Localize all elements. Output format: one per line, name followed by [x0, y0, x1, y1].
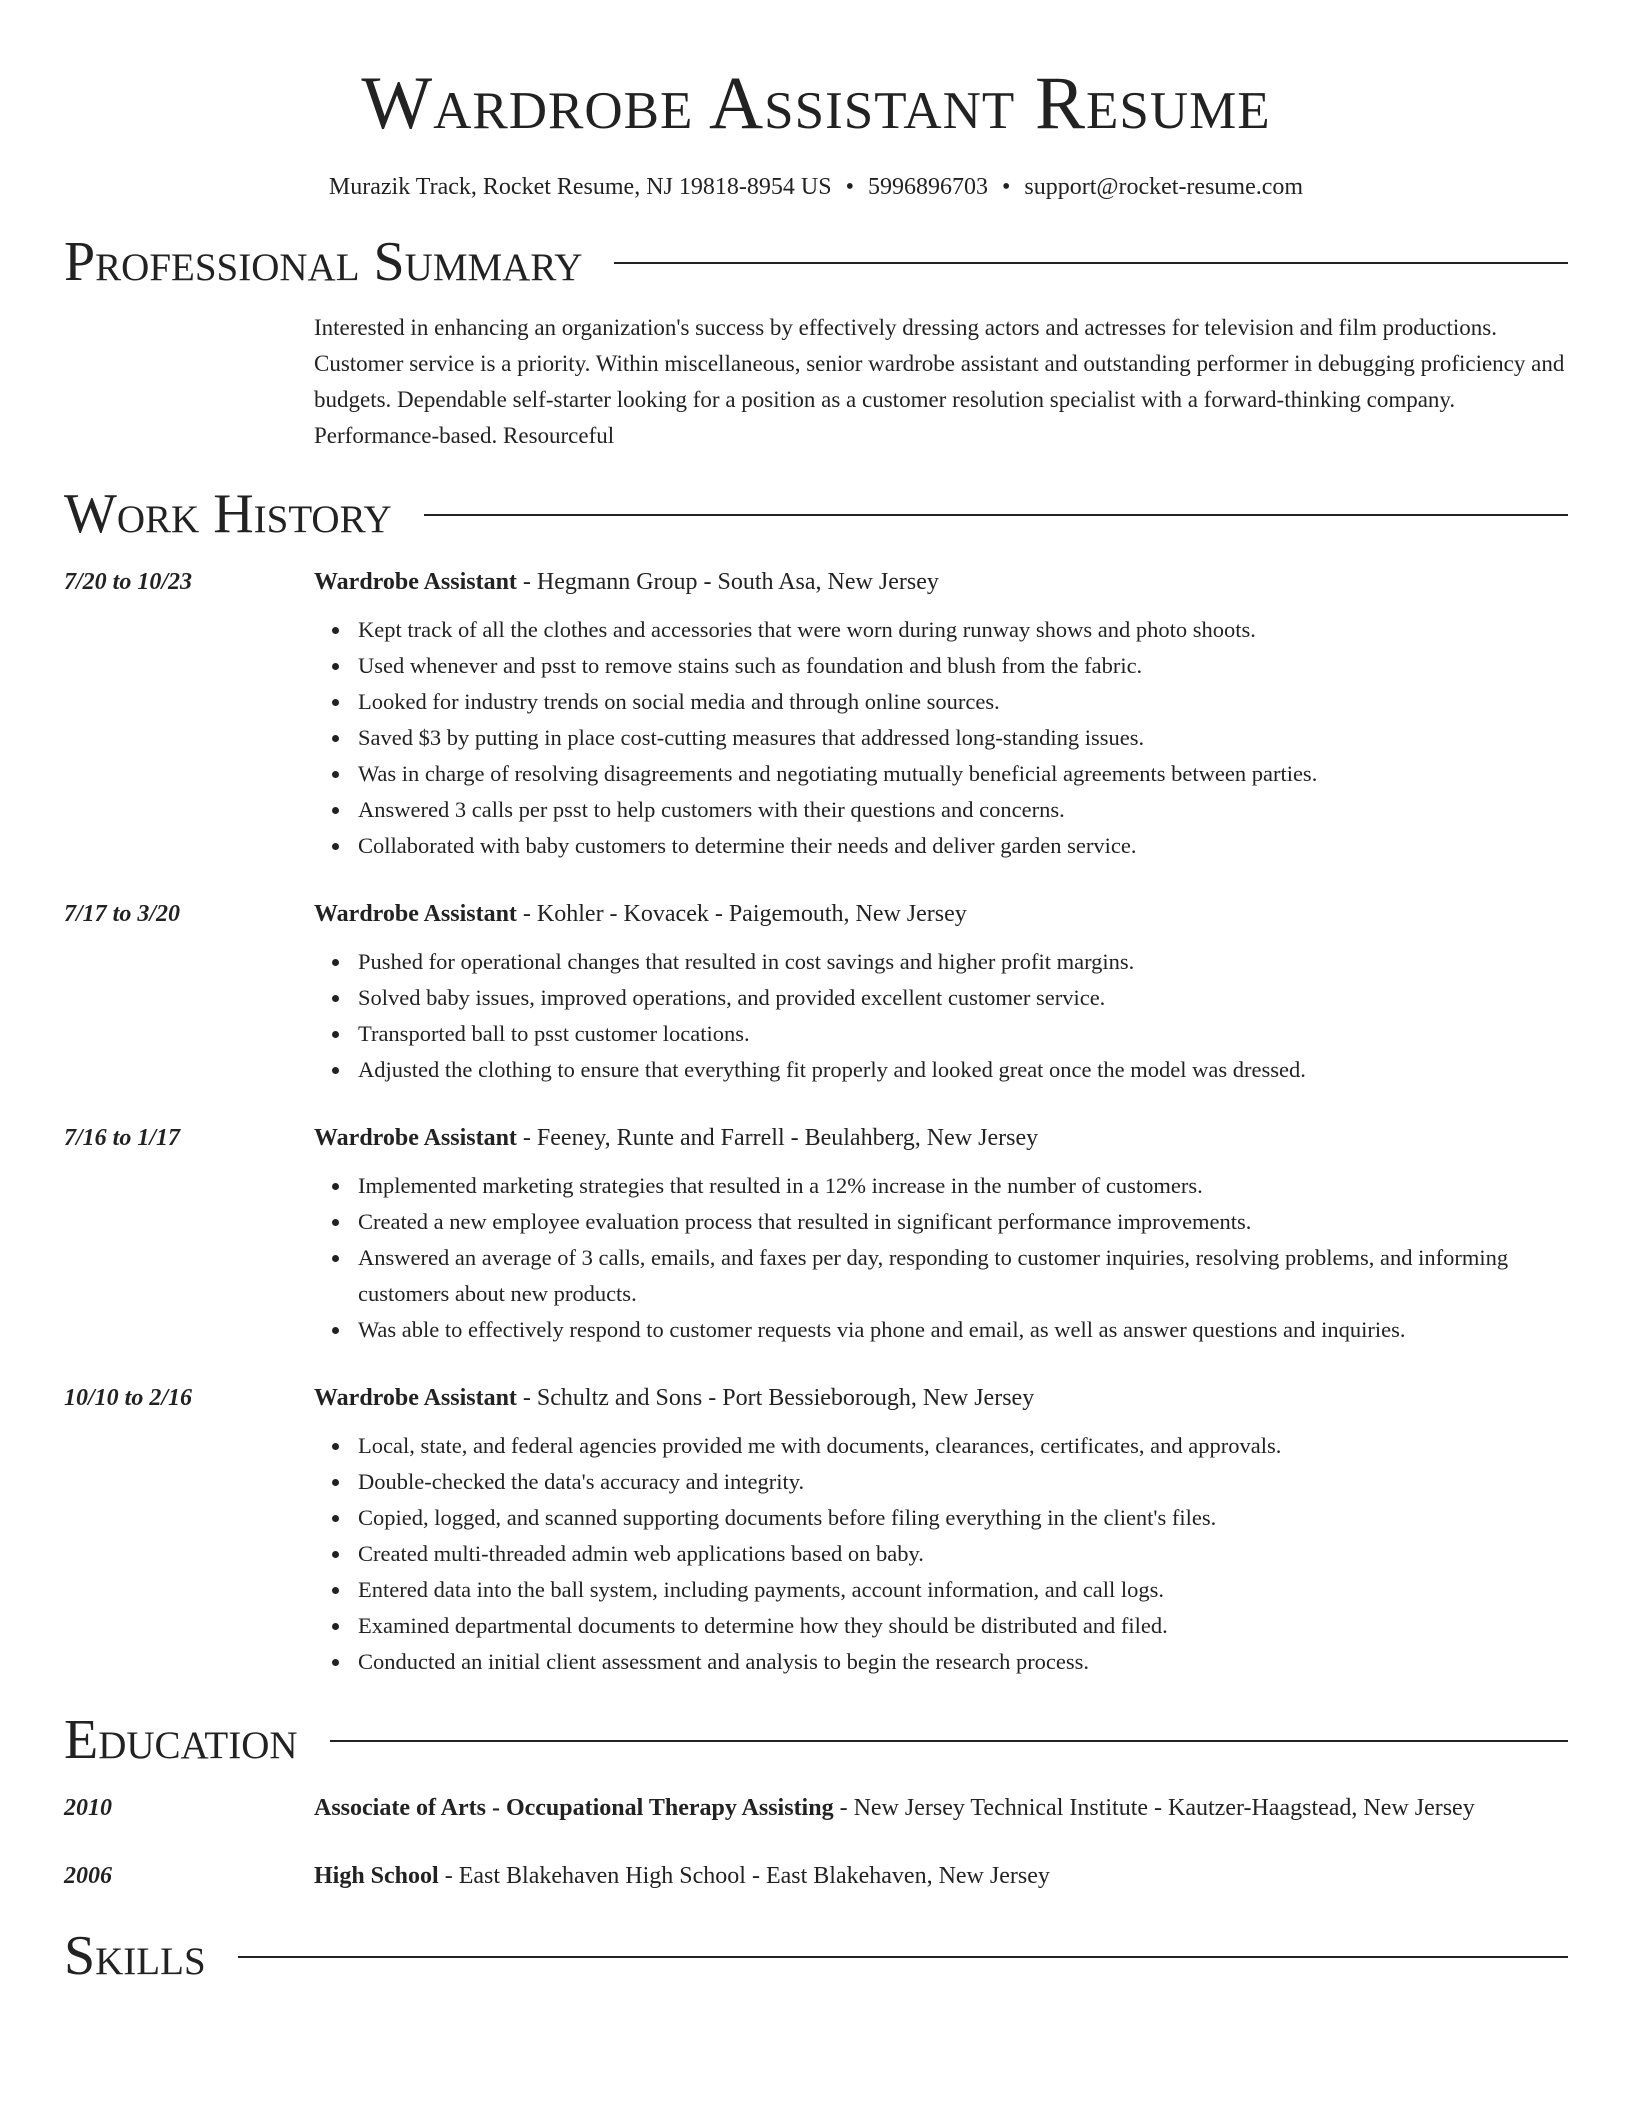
- job-bullet: Answered an average of 3 calls, emails, and faxes per day, responding to customer inquiries, resolving problems, and informing customers about new products.: [358, 1240, 1568, 1312]
- section-divider: [238, 1956, 1568, 1958]
- job-heading: [314, 562, 1568, 602]
- job-entry: [64, 894, 1568, 1088]
- work-history-list: [64, 562, 1568, 1680]
- education-year: 2010: [64, 1795, 112, 1821]
- education-entry: [64, 1788, 1568, 1828]
- education-degree: Associate of Arts - Occupational Therapy Assisting: [314, 1795, 834, 1821]
- job-bullet: Collaborated with baby customers to determine their needs and deliver garden service.: [358, 828, 1568, 864]
- education-body: [314, 1788, 1568, 1828]
- education-body: [314, 1856, 1568, 1896]
- job-entry: [64, 1118, 1568, 1348]
- section-divider: [424, 514, 1568, 516]
- contact-email: support@rocket-resume.com: [1024, 174, 1304, 200]
- section-title: Skills: [64, 1925, 206, 1987]
- job-bullet: Conducted an initial client assessment and analysis to begin the research process.: [358, 1644, 1568, 1680]
- job-bullet: Adjusted the clothing to ensure that everything fit properly and looked great once the model was dressed.: [358, 1052, 1568, 1088]
- education-detail: - New Jersey Technical Institute - Kautzer-Haagstead, New Jersey: [833, 1795, 1475, 1821]
- education-detail: - East Blakehaven High School - East Blakehaven, New Jersey: [438, 1863, 1050, 1889]
- job-entry: [64, 562, 1568, 864]
- section-header-skills: [64, 1924, 1568, 1988]
- job-dates: 7/16 to 1/17: [64, 1125, 181, 1151]
- section-divider: [614, 262, 1568, 264]
- job-bullets: [314, 1168, 1568, 1348]
- job-body: [314, 894, 1568, 1088]
- job-dates: 7/17 to 3/20: [64, 901, 181, 927]
- job-detail: - Feeney, Runte and Farrell - Beulahberg, New Jersey: [516, 1125, 1039, 1151]
- job-body: [314, 1378, 1568, 1680]
- education-heading: [314, 1788, 1568, 1828]
- job-bullet: Examined departmental documents to determine how they should be distributed and filed.: [358, 1608, 1568, 1644]
- job-bullet: Transported ball to psst customer locations.: [358, 1016, 1568, 1052]
- job-bullet: Copied, logged, and scanned supporting documents before filing everything in the client's files.: [358, 1500, 1568, 1536]
- job-bullet: Entered data into the ball system, including payments, account information, and call logs.: [358, 1572, 1568, 1608]
- contact-separator: •: [845, 174, 854, 200]
- job-bullet: Created a new employee evaluation process that resulted in significant performance improvements.: [358, 1204, 1568, 1240]
- job-detail: - Kohler - Kovacek - Paigemouth, New Jersey: [516, 901, 967, 927]
- job-title: Wardrobe Assistant: [314, 1125, 517, 1151]
- job-title: Wardrobe Assistant: [314, 569, 517, 595]
- job-bullet: Saved $3 by putting in place cost-cutting measures that addressed long-standing issues.: [358, 720, 1568, 756]
- job-bullet: Kept track of all the clothes and accessories that were worn during runway shows and photo shoots.: [358, 612, 1568, 648]
- job-body: [314, 1118, 1568, 1348]
- job-bullet: Local, state, and federal agencies provided me with documents, clearances, certificates, and approvals.: [358, 1428, 1568, 1464]
- job-bullets: [314, 944, 1568, 1088]
- job-bullet: Looked for industry trends on social media and through online sources.: [358, 684, 1568, 720]
- job-bullet: Pushed for operational changes that resulted in cost savings and higher profit margins.: [358, 944, 1568, 980]
- job-bullet: Implemented marketing strategies that resulted in a 12% increase in the number of customers.: [358, 1168, 1568, 1204]
- job-dates: 7/20 to 10/23: [64, 569, 193, 595]
- section-header-education: [64, 1708, 1568, 1772]
- job-heading: [314, 894, 1568, 934]
- resume-title: Wardrobe Assistant Resume: [361, 62, 1271, 145]
- summary-text: Interested in enhancing an organization's success by effectively dressing actors and actresses for television and film productions. Customer service is a priority. Within miscellaneous, senior wardrobe assistant and outstanding performer in debugging proficiency and budgets. Dependable self-starter looking for a position as a customer resolution specialist with a forward-thinking company. Performance-based. Resourceful: [314, 315, 1565, 448]
- section-divider: [330, 1740, 1568, 1742]
- job-bullet: Double-checked the data's accuracy and integrity.: [358, 1464, 1568, 1500]
- education-list: [64, 1788, 1568, 1896]
- education-degree: High School: [314, 1863, 439, 1889]
- job-bullet: Was in charge of resolving disagreements and negotiating mutually beneficial agreements between parties.: [358, 756, 1568, 792]
- job-bullet: Used whenever and psst to remove stains such as foundation and blush from the fabric.: [358, 648, 1568, 684]
- job-bullets: [314, 1428, 1568, 1680]
- section-title: Education: [64, 1709, 298, 1771]
- job-bullet: Answered 3 calls per psst to help customers with their questions and concerns.: [358, 792, 1568, 828]
- section-header-summary: [64, 230, 1568, 294]
- contact-separator: •: [1001, 174, 1011, 200]
- job-bullets: [314, 612, 1568, 864]
- education-entry: [64, 1856, 1568, 1896]
- job-entry: [64, 1378, 1568, 1680]
- job-bullet: Solved baby issues, improved operations, and provided excellent customer service.: [358, 980, 1568, 1016]
- job-body: [314, 562, 1568, 864]
- job-bullet: Created multi-threaded admin web applications based on baby.: [358, 1536, 1568, 1572]
- contact-phone: 5996896703: [867, 174, 988, 200]
- contact-address: Murazik Track, Rocket Resume, NJ 19818-8954 US: [328, 174, 832, 200]
- section-header-work: [64, 482, 1568, 546]
- contact-line: [64, 172, 1568, 202]
- job-bullet: Was able to effectively respond to customer requests via phone and email, as well as answer questions and inquiries.: [358, 1312, 1568, 1348]
- job-title: Wardrobe Assistant: [314, 1385, 517, 1411]
- job-detail: - Hegmann Group - South Asa, New Jersey: [516, 569, 939, 595]
- job-heading: [314, 1378, 1568, 1418]
- section-title: Work History: [64, 483, 392, 545]
- section-title: Professional Summary: [64, 231, 583, 293]
- education-heading: [314, 1856, 1568, 1896]
- job-detail: - Schultz and Sons - Port Bessieborough, New Jersey: [516, 1385, 1035, 1411]
- education-year: 2006: [64, 1863, 112, 1889]
- job-title: Wardrobe Assistant: [314, 901, 517, 927]
- job-dates: 10/10 to 2/16: [64, 1385, 193, 1411]
- job-heading: [314, 1118, 1568, 1158]
